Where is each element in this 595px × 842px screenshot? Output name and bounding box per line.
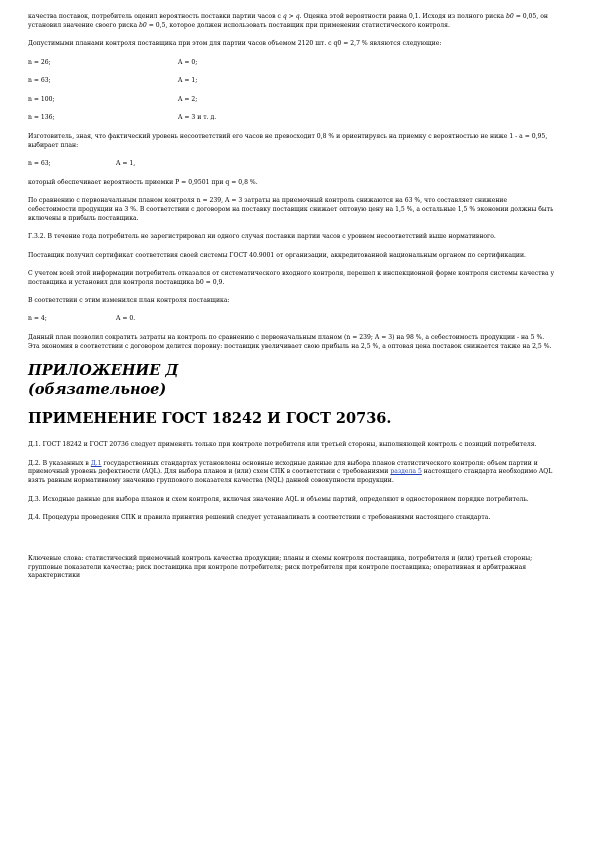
paragraph-acceptance-probability: который обеспечивает вероятность приемки P = 0,9501 при q = 0,8 %. bbox=[28, 178, 258, 186]
section-heading: ПРИМЕНЕНИЕ ГОСТ 18242 И ГОСТ 20736. bbox=[28, 410, 392, 428]
link-d-1[interactable]: Д.1 bbox=[90, 459, 102, 467]
plan-row-selected: n = 63; A = 1, bbox=[28, 160, 136, 168]
plan-row: n = 136; A = 3 и т. д. bbox=[28, 114, 217, 122]
keywords: Ключевые слова: статистический приемочный контроль качества продукции; планы и схемы контроля поставщика, потребителя и (или) третьей стороны; групповые показатели качества; риск поставщика при контроле потребителя; риск потребителя при контроле поставщика; оперативная и арбитражная характеристики bbox=[28, 554, 533, 580]
paragraph-d-3: Д.3. Исходные данные для выбора планов и схем контроля, включая значение AQL и объемы партий, определяют в односторонием порядке потребитель. bbox=[28, 495, 529, 503]
paragraph-allowed-plans: Допустимыми планами контроля поставщика при этом для партии часов объемом 2120 шт. с q0 = 2,7 % являются следующие: bbox=[28, 40, 442, 48]
plan-row: n = 26; A = 0; bbox=[28, 58, 198, 66]
link-section-5[interactable]: раздела 5 bbox=[390, 468, 422, 476]
paragraph-manufacturer-choice: Изготовитель, зная, что фактический уровень несоответствий его часов не превосходит 0,8 % и ориентируясь на приемку с вероятностью не ниже 1 - a = 0,95, выбирает план: bbox=[28, 132, 548, 149]
paragraph-plan-changed: В соответствии с этим изменился план контроля поставщика: bbox=[28, 297, 230, 305]
paragraph-savings: Данный план позволил сократить затраты на контроль по сравнению с первоначальным планом (n = 239; A = 3) на 98 %, а себестоимость продукции - на 5 %. Эта экономия в соответствии с договором делится поровну: поставщик увеличивает свою прибыль на 2,5 %, а оптовая цена поставок снижается также на 2,5 %. bbox=[28, 334, 552, 350]
plan-row-new: n = 4; A = 0. bbox=[28, 315, 136, 323]
plan-row: n = 63; A = 1; bbox=[28, 77, 198, 85]
paragraph-cost-reduction: По сравнению с первоначальным планом контроля n = 239, A = 3 затраты на приемочный контроль снижаются на 63 %, что составляет снижение себестоимости продукции на 3 %. В соответствии с договором на поставку поставщик снижает оптовую цену на 1,5 %, а остальные 1,5 % экономии должны быть включены в прибыль поставщика. bbox=[28, 197, 554, 222]
paragraph-delivery-probability: качества поставок, потребитель оценил вероятность поставки партии часов с q > q. Оценка этой вероятности равна 0,1. Исходя из полного риска b0 = 0,05, он установил значение своего риска b0 = 0,5, которое должен использовать поставщик при применении статистического контроля. bbox=[28, 13, 548, 29]
appendix-subtitle: (обязательное) bbox=[28, 381, 167, 399]
paragraph-certificate: Поставщик получил сертификат соответствия своей системы ГОСТ 40.9001 от организации, аккредитованной национальным органом по сертификации. bbox=[28, 251, 526, 259]
plan-row: n = 100; A = 2; bbox=[28, 95, 198, 103]
paragraph-d-4: Д.4. Процедуры проведения СПК и правила принятия решений следует устанавливать в соответствии с требованиями настоящего стандарта. bbox=[28, 514, 491, 522]
paragraph-g-3-2: Г.3.2. В течение года потребитель не зарегистрировал ни одного случая поставки партии часов с уровнем несоответствий выше нормативного. bbox=[28, 233, 496, 241]
paragraph-d-1: Д.1. ГОСТ 18242 и ГОСТ 20736 следует применять только при контроле потребителя или третьей стороны, выполняющей контроль с позиций потребителя. bbox=[28, 441, 537, 449]
paragraph-inspection-form: С учетом всей этой информации потребитель отказался от систематического входного контроля, перешел к инспекционной форме контроля системы качества у поставщика и установил для контроля поставщика b0 = 0,9. bbox=[28, 269, 555, 286]
appendix-title: ПРИЛОЖЕНИЕ Д bbox=[28, 362, 179, 380]
paragraph-d-2: Д.2. В указанных в Д.1 государственных стандартах установлены основные исходные данные для выбора планов статистического контроля: объем партии и приемочный уровень дефектности (AQL). Для выбора планов и (или) схем СПК в соответствии с требованиями раздела 5 настоящего стандарта необходимо AQL взять равным нормативному значению группового показателя качества (NQL) данной совокупности продукции. bbox=[28, 459, 553, 485]
